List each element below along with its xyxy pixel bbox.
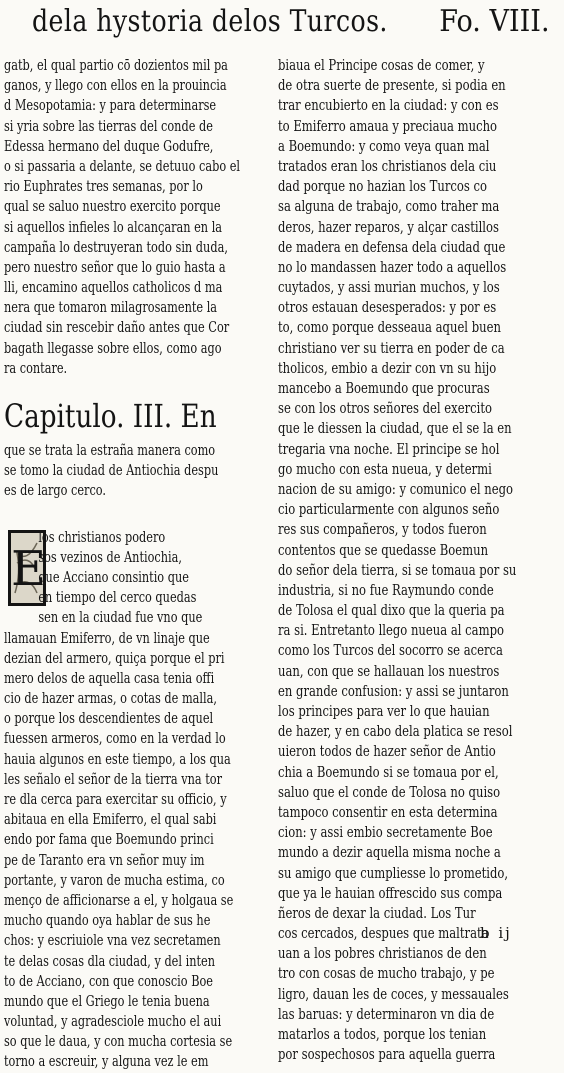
text-line: matarlos a todos, porque los tenian (278, 1027, 487, 1043)
text-line: trar encubierto en la ciudad: y con es (278, 98, 499, 115)
text-line: hauia algunos en este tiempo, a los qua (4, 751, 231, 768)
text-line: si yria sobre las tierras del conde de (4, 118, 213, 135)
text-line: cion: y assi embio secretamente Boe (278, 825, 493, 842)
right-column-text (278, 56, 556, 1065)
text-line: o porque los descendientes de aquel (4, 711, 214, 728)
text-line: ra contare. (4, 360, 68, 377)
text-line: de madera en defensa dela ciudad que (278, 239, 506, 256)
text-line: chos: y escriuiole vna vez secretamen (4, 933, 221, 950)
text-line: cos cercados, despues que maltrata (278, 926, 489, 943)
text-line: to, como porque desseaua aquel buen (278, 320, 501, 337)
text-line: biaua el Principe cosas de comer, y (278, 58, 485, 74)
text-line: res sus compañeros, y todos fueron (278, 522, 487, 539)
text-line: lli, encamino aquellos catholicos d ma (4, 280, 223, 297)
text-line: d Mesopotamia: y para determinarse (4, 98, 217, 115)
text-line: nacion de su amigo: y comunico el nego (278, 481, 514, 498)
text-line: pero nuestro señor que lo guio hasta a (4, 259, 226, 276)
text-line: menço de afficionarse a el, y holgaua se (4, 892, 234, 909)
text-line: de otra suerte de presente, si podia en (278, 78, 506, 95)
text-line: industria, si no fue Raymundo conde (278, 582, 494, 599)
text-line: ciudad sin rescebir daño antes que Cor (4, 320, 230, 337)
drop-cap-letter: E (11, 540, 47, 597)
folio-number: Fo. VIII. (439, 4, 550, 39)
left-column (4, 56, 262, 1073)
text-line: les señalo el señor de la tierra vna tor (4, 771, 223, 788)
text-line: Edessa hermano del duque Godufre, (4, 138, 214, 155)
text-line: sos vezinos de Antiochia, (38, 549, 183, 566)
text-line: rio Euphrates tres semanas, por lo (4, 179, 203, 196)
text-line: mundo que el Griego le tenia buena (4, 993, 210, 1010)
text-line: tregaria vna noche. El principe se hol (278, 441, 500, 458)
chapter-summary (4, 441, 262, 502)
text-line: es de largo cerco. (4, 483, 107, 500)
text-line: no lo mandassen hazer todo a aquellos (278, 259, 507, 276)
text-line: que Acciano consintio que (38, 569, 189, 586)
text-line: mancebo a Boemundo que procuras (278, 381, 490, 397)
text-line: dad porque no hazian los Turcos co (278, 179, 487, 196)
text-line: uan, con que se hallauan los nuestros (278, 663, 500, 680)
text-line: si aquellos infieles lo alcançaran en la (4, 219, 223, 236)
text-line: sen en la ciudad fue vno que (38, 610, 203, 627)
text-line: otros estauan desesperados: y por es (278, 300, 497, 317)
text-line: contentos que se quedasse Boemun (278, 542, 489, 559)
text-line: fuessen armeros, como en la verdad lo (4, 731, 226, 748)
text-line: mero delos de aquella casa tenia offi (4, 670, 215, 687)
text-line: te delas cosas dla ciudad, y del inten (4, 953, 216, 970)
text-line: las baruas: y determinaron vn dia de (278, 1006, 495, 1023)
text-line: endo por fama que Boemundo princi (4, 832, 214, 849)
text-line: qual se saluo nuestro exercito porque (4, 199, 221, 216)
text-line: en tiempo del cerco quedas (38, 590, 197, 607)
text-line: los christianos podero (38, 529, 166, 546)
text-line: en grande confusion: y assi se juntaron (278, 683, 509, 700)
text-line: cio de hazer armas, o cotas de malla, (4, 691, 217, 708)
text-line: a Boemundo: y como veya quan mal (278, 138, 490, 155)
text-line: ligro, dauan les de coces, y messauales (278, 986, 509, 1003)
text-line: campaña lo destruyeran todo sin duda, (4, 239, 228, 256)
text-line: uan a los pobres christianos de den (278, 946, 487, 963)
text-line: torno a escreuir, y alguna vez le em (4, 1054, 209, 1071)
text-line: dezian del armero, quiça porque el pri (4, 650, 225, 667)
text-line: cuytados, y assi murian muchos, y los (278, 280, 500, 297)
text-line: los principes para ver lo que hauian (278, 704, 490, 720)
text-line: gatb, el qual partio cō dozientos mil pa (4, 58, 228, 74)
text-line: cio particularmente con algunos seño (278, 502, 500, 519)
text-line: tampoco consentir en esta determina (278, 804, 498, 821)
paragraph-2-lines (4, 629, 262, 1073)
text-line: go mucho con esta nueua, y determi (278, 461, 492, 478)
text-line: por sospechosos para aquella guerra (278, 1047, 496, 1064)
text-line: su amigo que cumpliesse lo prometido, (278, 865, 509, 882)
text-line: uieron todos de hazer señor de Antio (278, 744, 496, 761)
text-line: voluntad, y agradesciole mucho el aui (4, 1014, 222, 1031)
chapter-heading: Capitulo. III. En (4, 397, 217, 435)
text-line: que se trata la estraña manera como (4, 443, 216, 459)
text-line: que ya le hauian offrescido sus compa (278, 885, 503, 902)
text-line: saluo que el conde de Tolosa no quiso (278, 784, 501, 801)
text-line: abitaua en ella Emiferro, el qual sabi (4, 812, 217, 829)
text-line: ñeros de dexar la ciudad. Los Tur (278, 905, 476, 922)
running-title: dela hystoria delos Turcos. (32, 4, 388, 39)
paragraph-1 (4, 56, 262, 379)
text-line: bagath llegasse sobre ellos, como ago (4, 340, 222, 357)
text-line: o si passaria a delante, se detuuo cabo el (4, 158, 241, 175)
text-line: se con los otros señores del exercito (278, 401, 492, 418)
text-line: ganos, y llego con ellos en la prouincia (4, 78, 227, 95)
right-column (278, 56, 556, 1065)
text-line: re dla cerca para exercitar su officio, y (4, 792, 227, 808)
text-line: como los Turcos del socorro se acerca (278, 643, 503, 660)
paragraph-2 (4, 528, 262, 1073)
paragraph-2-indented-lines (4, 528, 262, 629)
text-line: chia a Boemundo si se tomaua por el, (278, 764, 499, 781)
text-line: de hazer, y en cabo dela platica se resol (278, 724, 513, 741)
text-line: christiano ver su tierra en poder de ca (278, 340, 505, 357)
text-line: sa alguna de trabajo, como traher ma (278, 199, 500, 216)
text-line: to de Acciano, con que conoscio Boe (4, 973, 214, 990)
text-line: llamauan Emiferro, de vn linaje que (4, 630, 210, 647)
text-line: ra si. Entretanto llego nueua al campo (278, 623, 504, 640)
text-line: mucho quando oya hablar de sus he (4, 913, 211, 930)
page-header (0, 0, 564, 48)
signature-mark: b ij (480, 924, 512, 942)
text-line: tratados eran los christianos dela ciu (278, 158, 497, 175)
text-line: nera que tomaron milagrosamente la (4, 300, 218, 317)
text-line: mundo a dezir aquella misma noche a (278, 845, 501, 862)
text-line: que le diessen la ciudad, que el se la en (278, 421, 512, 438)
text-line: so que le daua, y con mucha cortesia se (4, 1034, 233, 1051)
text-line: de Tolosa el qual dixo que la queria pa (278, 603, 505, 620)
text-line: se tomo la ciudad de Antiochia despu (4, 463, 219, 480)
text-line: tro con cosas de mucho trabajo, y pe (278, 966, 495, 983)
text-line: to Emiferro amaua y preciaua mucho (278, 118, 498, 135)
text-line: tholicos, embio a dezir con vn su hijo (278, 360, 497, 377)
text-line: pe de Taranto era vn señor muy im (4, 852, 205, 869)
text-line: portante, y varon de mucha estima, co (4, 872, 225, 889)
text-line: deros, hazer reparos, y alçar castillos (278, 219, 499, 236)
text-line: do señor dela tierra, si se tomaua por su (278, 562, 517, 579)
